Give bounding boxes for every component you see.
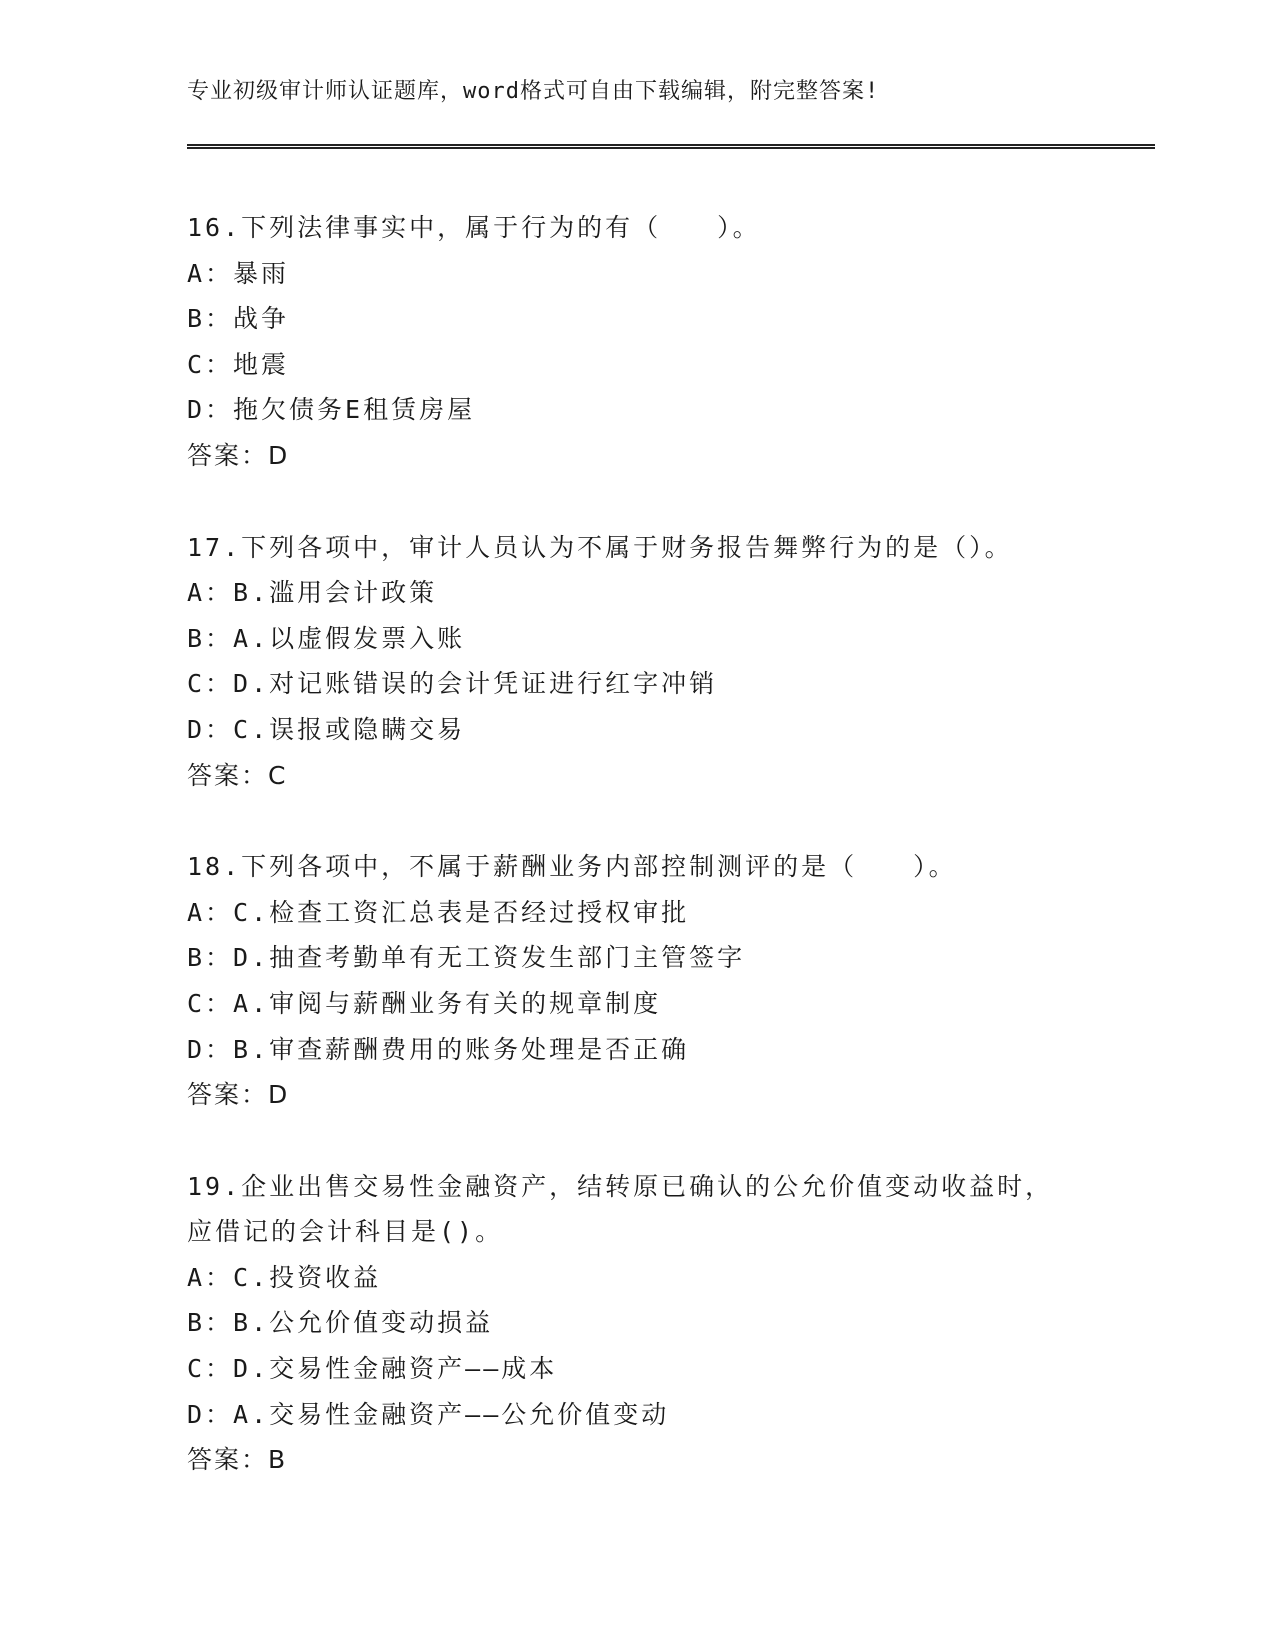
option-a: A：C.投资收益 [187,1262,382,1292]
option-a: A：暴雨 [187,258,290,288]
question-stem-continued: 应借记的会计科目是()。 [187,1217,504,1247]
header-divider [187,144,1155,149]
question-stem: 17.下列各项中，审计人员认为不属于财务报告舞弊行为的是（）。 [187,532,1013,562]
option-c: C：D.交易性金融资产——成本 [187,1354,558,1384]
question-stem: 18.下列各项中，不属于薪酬业务内部控制测评的是（ ）。 [187,852,957,882]
option-c: C：地震 [187,349,290,379]
option-a: A：C.检查工资汇总表是否经过授权审批 [187,897,690,927]
question-stem: 19.企业出售交易性金融资产，结转原已确认的公允价值变动收益时， [187,1171,1054,1201]
question-item [187,525,1127,799]
answer-line: 答案：C [187,760,288,790]
answer-line: 答案：B [187,1445,288,1475]
question-item [187,205,1127,479]
option-b: B：A.以虚假发票入账 [187,623,466,653]
option-d: D：B.审查薪酬费用的账务处理是否正确 [187,1034,690,1064]
option-a: A：B.滥用会计政策 [187,578,438,608]
option-d: D：C.误报或隐瞒交易 [187,714,466,744]
page-header: 专业初级审计师认证题库，word格式可自由下载编辑，附完整答案! [187,79,880,104]
option-c: C：D.对记账错误的会计凭证进行红字冲销 [187,669,718,699]
answer-line: 答案：D [187,1080,290,1110]
option-b: B：D.抽查考勤单有无工资发生部门主管签字 [187,943,746,973]
option-b: B：B.公允价值变动损益 [187,1308,494,1338]
question-item [187,1164,1127,1483]
question-list [187,205,1127,1529]
option-d: D：拖欠债务E租赁房屋 [187,395,476,425]
option-d: D：A.交易性金融资产——公允价值变动 [187,1399,670,1429]
option-c: C：A.审阅与薪酬业务有关的规章制度 [187,988,662,1018]
option-b: B：战争 [187,304,290,334]
question-item [187,844,1127,1118]
answer-line: 答案：D [187,440,290,470]
question-stem: 16.下列法律事实中，属于行为的有（ ）。 [187,213,761,242]
